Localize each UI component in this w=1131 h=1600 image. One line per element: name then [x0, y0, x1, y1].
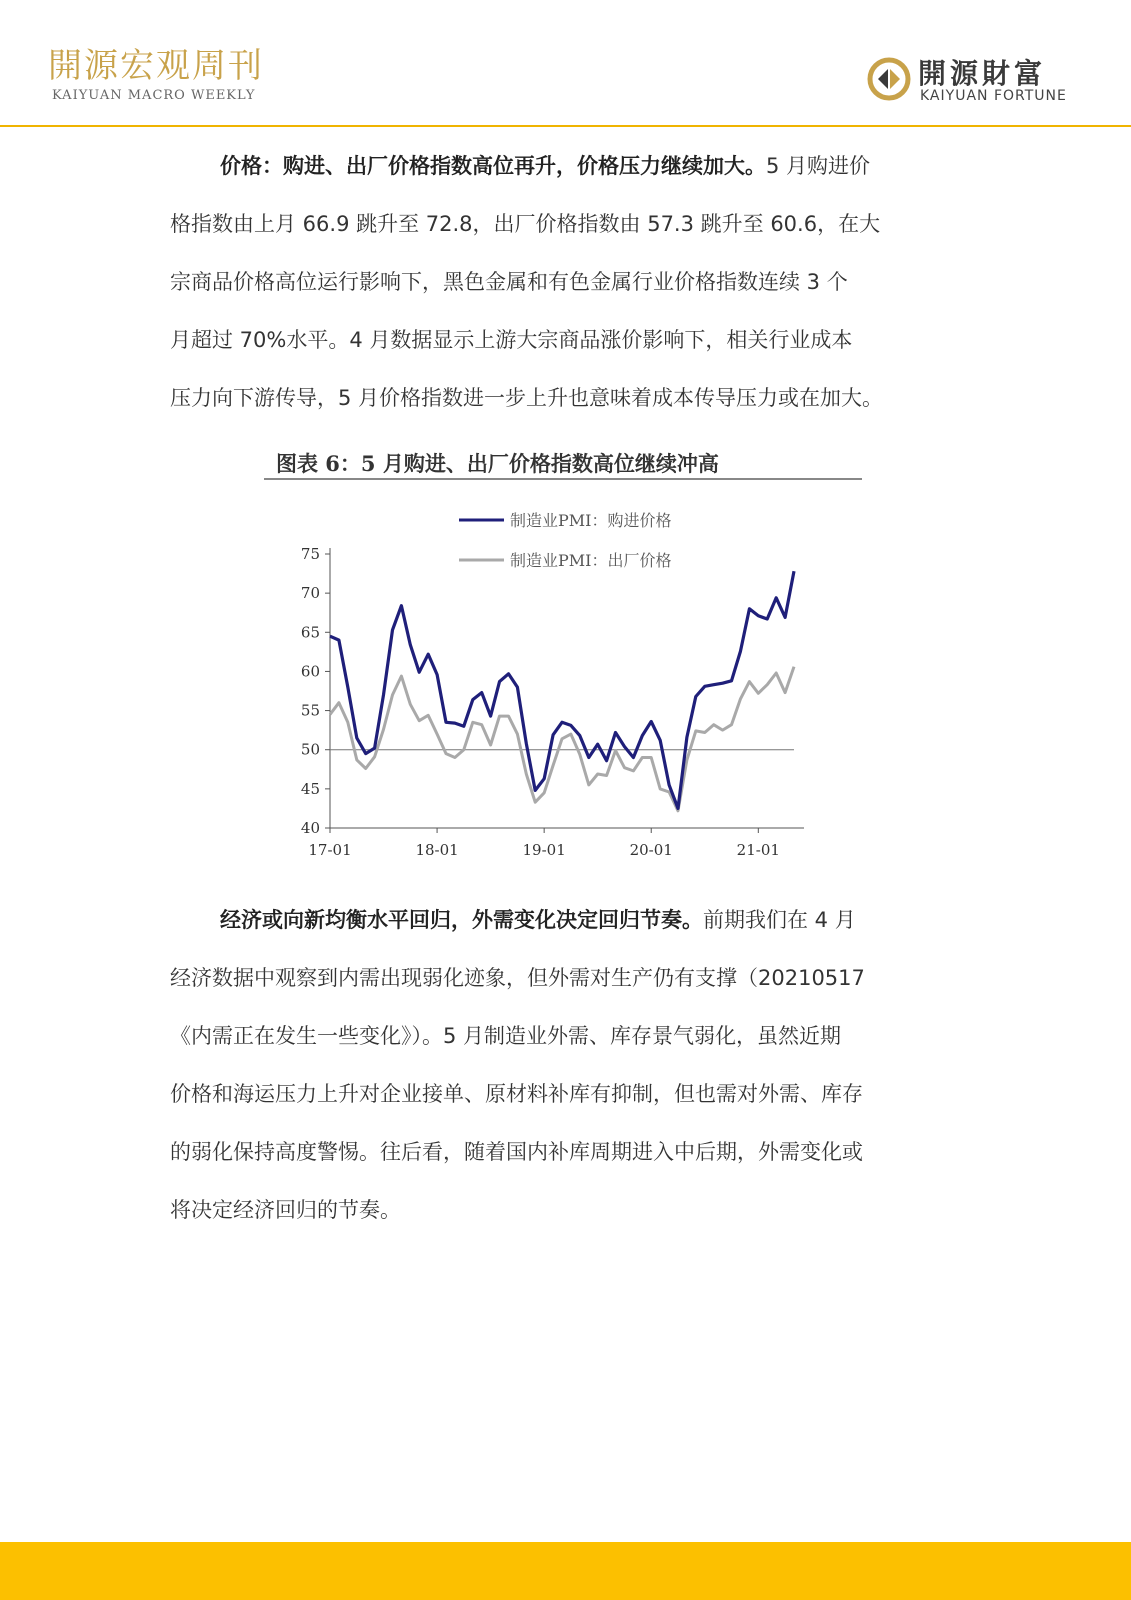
company-logo: [866, 52, 1082, 108]
y-tick-label: 60: [300, 662, 320, 681]
paragraph-economy: [170, 891, 960, 1239]
x-tick-label: 17-01: [308, 841, 352, 859]
y-tick-label: 50: [300, 740, 320, 759]
paragraph-line: 月超过 70%水平。4 月数据显示上游大宗商品涨价影响下，相关行业成本: [170, 328, 853, 352]
logo-english-name: KAIYUAN FORTUNE: [920, 88, 1067, 104]
x-tick-label: 18-01: [415, 841, 459, 859]
paragraph-first-line: [170, 137, 960, 195]
x-tick-label: 21-01: [736, 841, 780, 859]
price-index-line-chart: [264, 500, 864, 880]
x-tick-label: 20-01: [629, 841, 673, 859]
paragraph-line: 压力向下游传导，5 月价格指数进一步上升也意味着成本传导压力或在加大。: [170, 386, 884, 410]
paragraph-line: 《内需正在发生一些变化》）。5 月制造业外需、库存景气弱化，虽然近期: [170, 1024, 842, 1048]
y-tick-label: 55: [300, 701, 320, 720]
figure-caption: [264, 444, 862, 480]
paragraph-line: 宗商品价格高位运行影响下，黑色金属和有色金属行业价格指数连续 3 个: [170, 270, 848, 294]
figure-title: 图表 6：5 月购进、出厂价格指数高位继续冲高: [276, 451, 719, 476]
header-title: 開源宏观周刊: [48, 46, 264, 86]
header-divider: [0, 125, 1131, 127]
paragraph-heading: 价格：购进、出厂价格指数高位再升，价格压力继续加大。: [220, 154, 766, 178]
y-tick-label: 40: [300, 819, 320, 837]
paragraph-text: 前期我们在 4 月: [703, 908, 856, 932]
header-subtitle: KAIYUAN MACRO WEEKLY: [52, 88, 256, 103]
paragraph-line: 格指数由上月 66.9 跳升至 72.8，出厂价格指数由 57.3 跳升至 60.6，在大: [170, 212, 881, 236]
paragraph-text: 5 月购进价: [766, 154, 871, 178]
logo-mark-icon: [866, 56, 912, 102]
y-tick-label: 70: [300, 584, 320, 603]
x-tick-label: 19-01: [522, 841, 566, 859]
paragraph-prices: [170, 137, 960, 427]
paragraph-line: 经济数据中观察到内需出现弱化迹象，但外需对生产仍有支撑（20210517: [170, 966, 865, 990]
legend-label: 制造业PMI：购进价格: [510, 511, 672, 530]
paragraph-heading: 经济或向新均衡水平回归，外需变化决定回归节奏。: [220, 908, 703, 932]
series-line-output-price: [330, 667, 794, 811]
y-tick-label: 75: [300, 545, 320, 563]
paragraph-line: 将决定经济回归的节奏。: [170, 1198, 401, 1222]
y-tick-label: 65: [300, 623, 320, 642]
series-line-purchase-price: [330, 571, 794, 808]
paragraph-line: 的弱化保持高度警惕。往后看，随着国内补库周期进入中后期，外需变化或: [170, 1140, 863, 1164]
footer-bar: [0, 1542, 1131, 1600]
logo-chinese-name: 開源財富: [918, 57, 1047, 90]
paragraph-first-line: [170, 891, 960, 949]
legend-label: 制造业PMI：出厂价格: [510, 551, 672, 570]
y-tick-label: 45: [300, 779, 320, 798]
paragraph-line: 价格和海运压力上升对企业接单、原材料补库有抑制，但也需对外需、库存: [170, 1082, 863, 1106]
